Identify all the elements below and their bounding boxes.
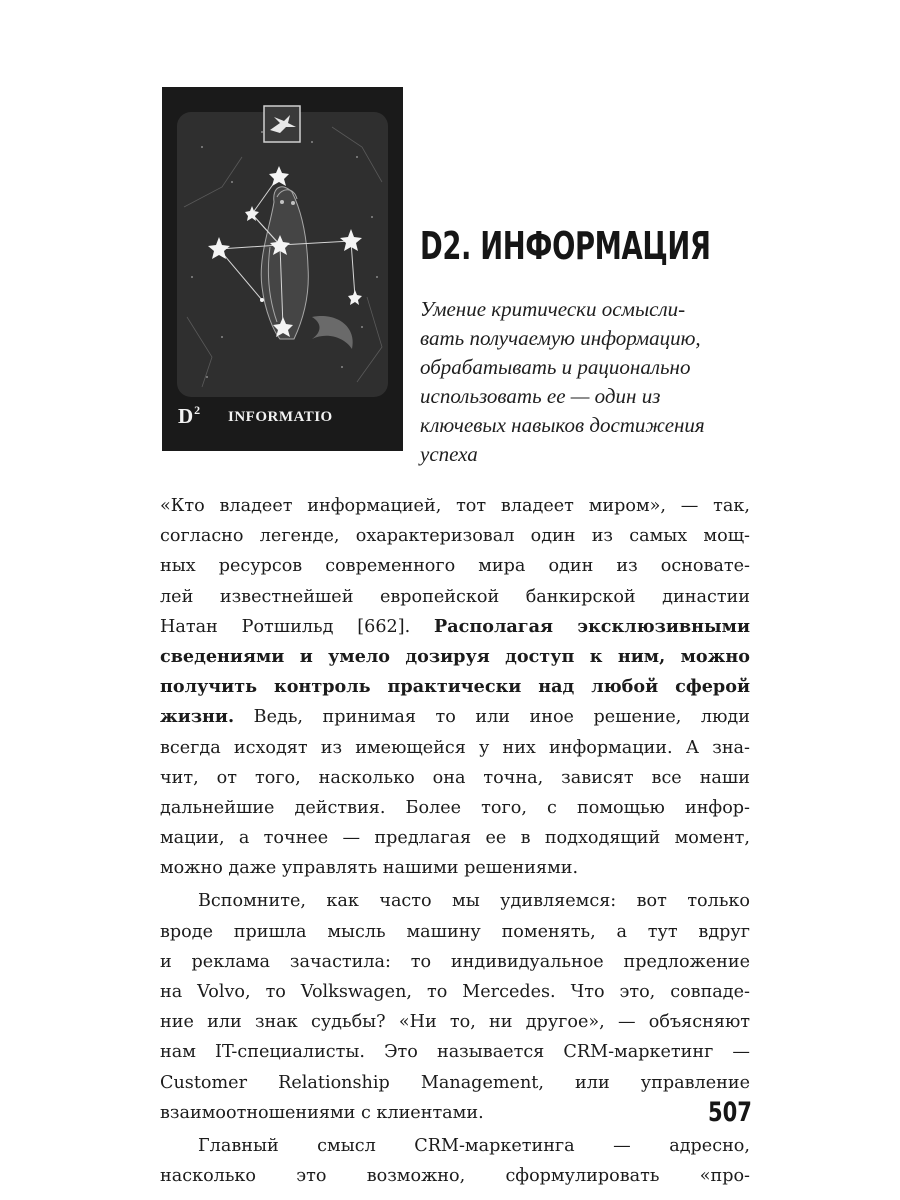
card-illustration: [162, 87, 403, 451]
subtitle-line: ключевых навыков достижения: [420, 413, 705, 437]
text-line: [160, 582, 750, 612]
text-line: [160, 853, 750, 883]
bold-text: Располагая эксклюзивными: [434, 615, 750, 637]
text-run: ных ресурсов современного мира один из основате-: [160, 556, 750, 577]
swallow-icon: [264, 106, 300, 142]
text-line: [160, 947, 750, 977]
text-line: [160, 1037, 750, 1067]
text-run: дальнейшие действия. Более того, с помощью инфор-: [160, 797, 750, 818]
section-subtitle: [420, 295, 740, 469]
text-line: [160, 1068, 750, 1098]
bold-text: получить контроль практически над любой сферой: [160, 676, 750, 698]
text-run: всегда исходят из имеющейся у них информации. А зна-: [160, 737, 750, 758]
text-line: [160, 551, 750, 581]
text-line: [160, 521, 750, 551]
text-line: [160, 886, 750, 916]
card-code: $D^2$: [178, 403, 201, 428]
text-run: Customer Relationship Management, или управление: [160, 1072, 750, 1093]
text-line: [160, 1161, 750, 1191]
bold-text: жизни.: [160, 706, 235, 728]
bold-text: сведениями и умело дозируя доступ к ним, можно: [160, 645, 750, 667]
text-line: [160, 642, 750, 672]
text-run: Главный смысл CRM-маркетинга — адресно,: [198, 1135, 750, 1156]
text-run: Натан Ротшильд [662].: [160, 616, 435, 637]
text-line: [160, 763, 750, 793]
text-run: и реклама зачастила: то индивидуальное предложение: [160, 951, 750, 972]
text-run: чит, от того, насколько она точна, зависят все наши: [160, 767, 750, 788]
subtitle-line: вать получаемую информацию,: [420, 326, 701, 350]
text-line: [160, 1007, 750, 1037]
text-run: мации, а точнее — предлагая ее в подходящий момент,: [160, 828, 750, 849]
text-line: [160, 1098, 750, 1128]
text-run: «Кто владеет информацией, тот владеет миром», — так,: [160, 496, 750, 516]
owl-constellation-art: [162, 87, 403, 451]
text-run: согласно легенде, охарактеризовал один из самых мощ-: [160, 526, 750, 547]
text-run: ние или знак судьбы? «Ни то, ни другое», — объясняют: [160, 1012, 750, 1033]
subtitle-line: Умение критически осмысли-: [420, 297, 686, 321]
text-line: [160, 793, 750, 823]
text-line: [160, 823, 750, 853]
text-line: [160, 917, 750, 947]
subtitle-line: успеха: [420, 442, 478, 466]
subtitle-line: обрабатывать и рационально: [420, 355, 691, 379]
text-line: [160, 1131, 750, 1161]
page-number: 507: [708, 1097, 752, 1128]
text-line: [160, 672, 750, 702]
text-line: [160, 612, 750, 642]
text-run: лей известнейшей европейской банкирской династии: [160, 586, 750, 607]
text-line: [160, 491, 750, 521]
text-run: на Volvo, то Volkswagen, то Mercedes. Что это, совпаде-: [160, 982, 750, 1002]
text-line: [160, 733, 750, 763]
text-run: насколько это возможно, сформулировать «про-: [160, 1166, 750, 1187]
text-run: нам IT-специалисты. Это называется CRM-маркетинг —: [160, 1042, 750, 1063]
text-run: вроде пришла мысль машину поменять, а тут вдруг: [160, 921, 750, 942]
text-run: можно даже управлять нашими решениями.: [160, 858, 579, 879]
card-label: INFORMATIO: [228, 409, 333, 425]
text-line: [160, 702, 750, 732]
body-text: [160, 491, 750, 1191]
text-run: взаимоотношениями с клиентами.: [160, 1102, 484, 1123]
section-heading: D2. ИНФОРМАЦИЯ: [420, 224, 711, 268]
text-line: [160, 977, 750, 1007]
subtitle-line: использовать ее — один из: [420, 384, 661, 408]
text-run: Вспомните, как часто мы удивляемся: вот только: [198, 891, 750, 912]
text-run: Ведь, принимая то или иное решение, люди: [234, 707, 750, 728]
